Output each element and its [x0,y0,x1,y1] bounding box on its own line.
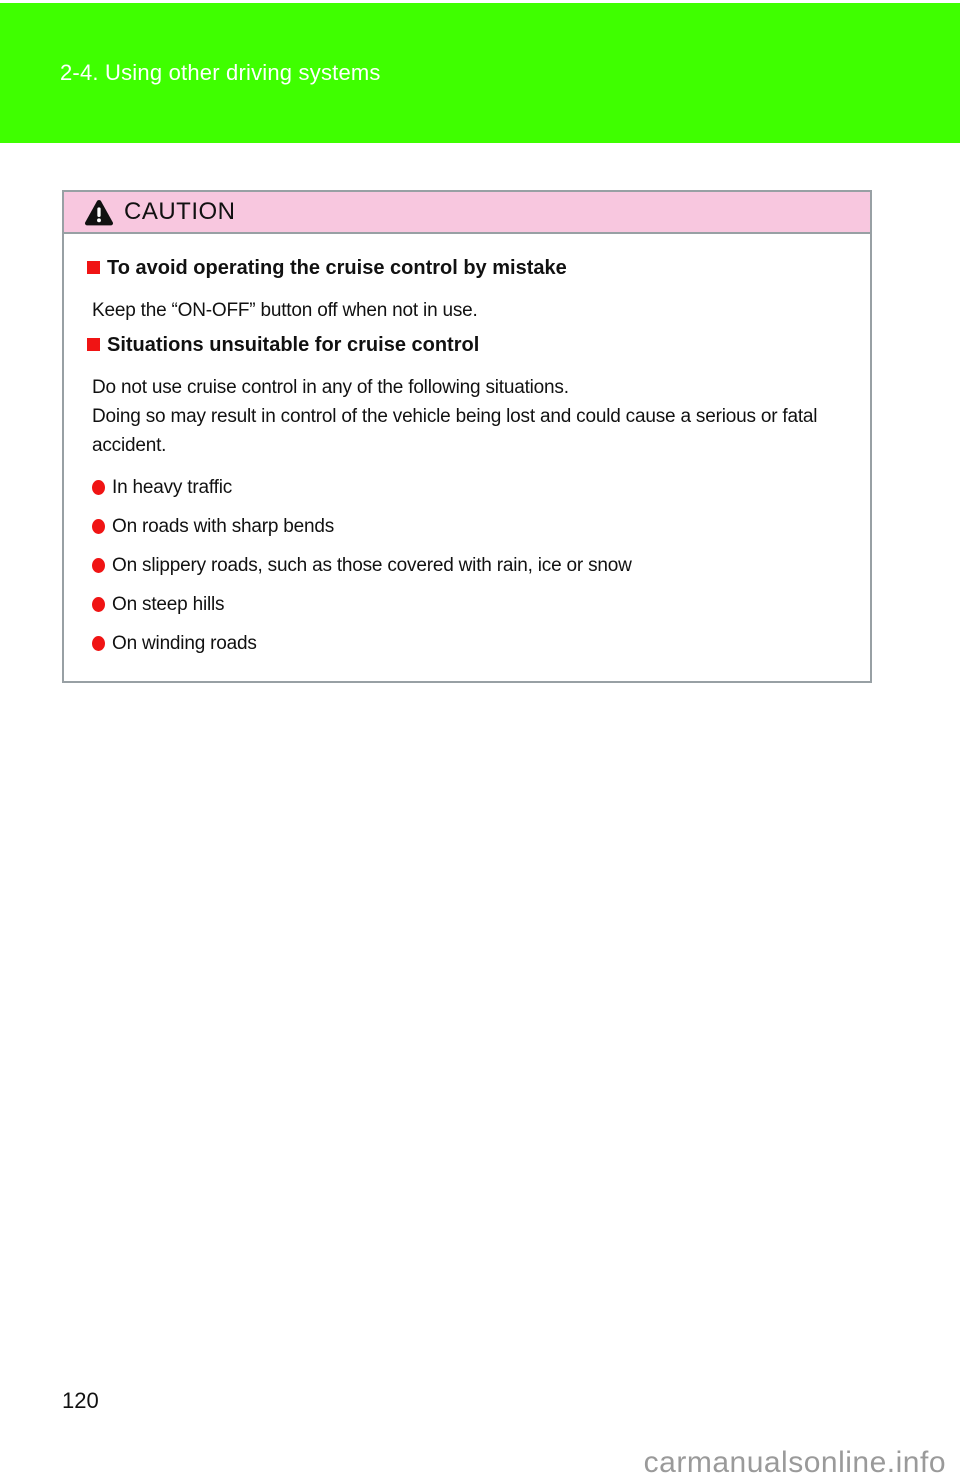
red-dot-bullet-icon [92,558,105,573]
list-item-text: On slippery roads, such as those covered with rain, ice or snow [112,555,632,576]
list-item-text: On winding roads [112,633,257,654]
chapter-title: 2-4. Using other driving systems [60,60,381,85]
red-dot-bullet-icon [92,480,105,495]
section-paragraph: Do not use cruise control in any of the following situations. [92,377,569,398]
caution-header [64,192,870,234]
red-dot-bullet-icon [92,597,105,612]
section-heading [87,334,850,356]
page-number: 120 [62,1388,99,1413]
list-item [92,633,850,655]
section-heading-text: To avoid operating the cruise control by mistake [107,257,567,279]
red-dot-bullet-icon [92,636,105,651]
list-item [92,555,850,577]
list-item [92,477,850,499]
list-item-text: In heavy traffic [112,477,233,498]
section-heading-text: Situations unsuitable for cruise control [107,334,480,356]
section-paragraph: Doing so may result in control of the vehicle being lost and could cause a serious or fatal accident. [92,406,818,456]
list-item [92,594,850,616]
caution-body [64,234,870,681]
caution-title: CAUTION [124,198,236,225]
red-square-bullet-icon [87,261,100,274]
warning-triangle-icon [84,199,114,226]
list-item-text: On steep hills [112,594,225,615]
caution-box [62,190,872,683]
red-dot-bullet-icon [92,519,105,534]
section-heading [87,257,850,279]
section-paragraph: Keep the “ON-OFF” button off when not in use. [92,300,478,321]
chapter-header-band [0,3,960,143]
watermark: carmanualsonline.info [643,1446,946,1479]
list-item [92,516,850,538]
caution-bullet-list [92,477,850,655]
list-item-text: On roads with sharp bends [112,516,335,537]
red-square-bullet-icon [87,338,100,351]
